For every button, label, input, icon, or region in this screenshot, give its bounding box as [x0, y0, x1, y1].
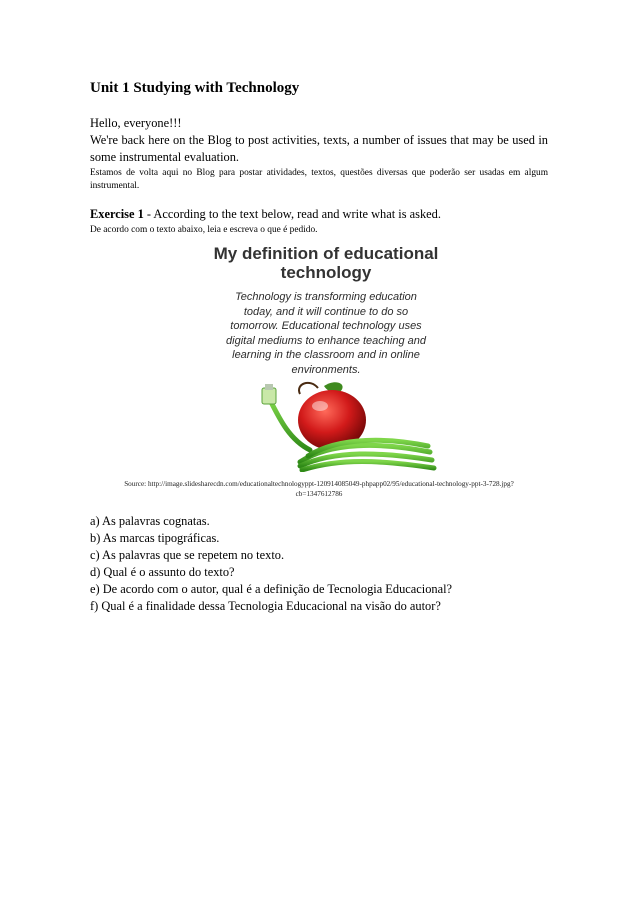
figure-title-line: technology — [280, 263, 372, 282]
image-source-caption — [90, 479, 548, 499]
question-item: f) Qual é a finalidade dessa Tecnologia Educacional na visão do autor? — [90, 599, 441, 613]
figure-body — [200, 290, 452, 377]
figure-body-line: today, and it will continue to do so — [243, 305, 409, 318]
figure-title — [200, 244, 452, 282]
exercise-heading — [90, 207, 441, 222]
intro-portuguese: Estamos de volta aqui no Blog para postar atividades, textos, questões diversas que poderão ser usadas em algum instrumental. — [90, 168, 548, 191]
page-title: Unit 1 Studying with Technology — [90, 80, 300, 96]
figure-body-line: Technology is transforming education — [235, 291, 417, 303]
exercise-label: Exercise 1 — [90, 207, 144, 221]
figure-title-line: My definition of educational — [213, 244, 439, 263]
source-line: cb=1347612786 — [295, 490, 343, 498]
figure-body-line: tomorrow. Educational technology uses — [230, 320, 422, 332]
figure-body-line: environments. — [291, 363, 361, 376]
exercise-instruction-pt: De acordo com o texto abaixo, leia e escreva o que é pedido. — [90, 225, 318, 235]
question-item: a) As palavras cognatas. — [90, 514, 210, 528]
exercise-instruction: - According to the text below, read and write what is asked. — [143, 207, 441, 221]
figure-body-line: learning in the classroom and in online — [232, 349, 420, 361]
greeting-text: Hello, everyone!!! — [90, 116, 182, 130]
figure-body-line: digital mediums to enhance teaching and — [226, 334, 426, 347]
question-item: b) As marcas tipográficas. — [90, 531, 220, 545]
apple-and-cable-illustration — [240, 380, 440, 472]
question-item: d) Qual é o assunto do texto? — [90, 565, 235, 579]
educational-technology-image — [200, 240, 452, 472]
question-list — [90, 513, 548, 615]
source-line: Source: http://image.slidesharecdn.com/educationaltechnologyppt-120914085049-phpapp02/95/educational-technology-ppt-3-728.jpg? — [124, 480, 514, 488]
question-item: c) As palavras que se repetem no texto. — [90, 548, 285, 562]
cable-connector-icon — [262, 384, 276, 404]
intro-english: We're back here on the Blog to post activities, texts, a number of issues that may be used in some instrumental evaluation. — [90, 133, 548, 164]
question-item: e) De acordo com o autor, qual é a definição de Tecnologia Educacional? — [90, 582, 453, 596]
